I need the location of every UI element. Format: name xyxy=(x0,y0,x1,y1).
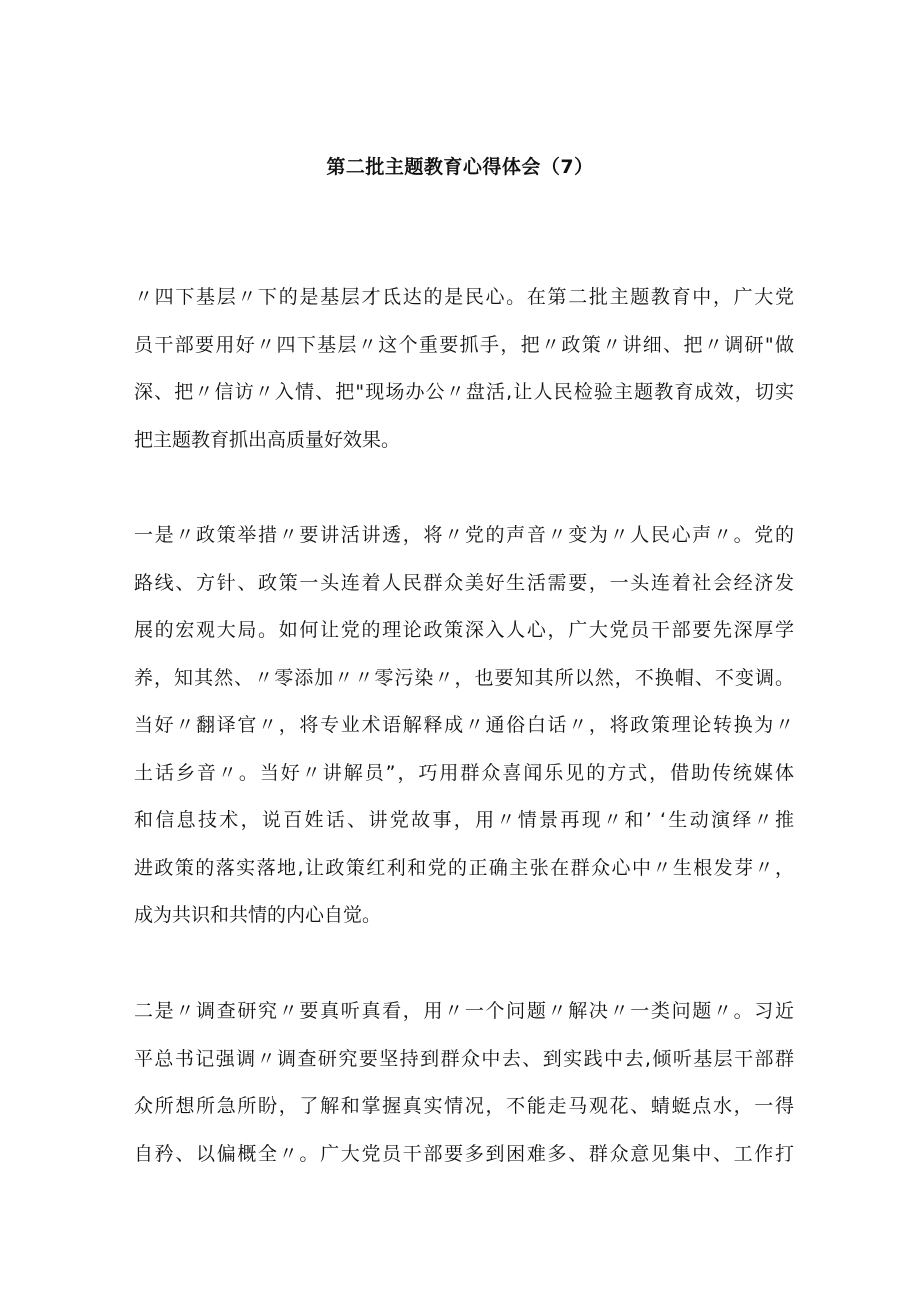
text-line: 〃四下基层〃下的是基层才氐达的是民心。在第二批主题教育中，广大党 xyxy=(134,286,794,308)
text-line: 员干部要用好〃四下基层〃这个重要抓手，把〃政策〃讲细、把〃调研"做 xyxy=(134,333,794,356)
document-title: 第二批主题教育心得体会（7） xyxy=(326,156,594,178)
text-line: 一是〃政策举措〃要讲活讲透，将〃党的声音〃变为〃人民心声〃。党的 xyxy=(134,524,794,546)
text-line: 深、把〃信访〃入情、把"现场办公〃盘活,让人民检验主题教育成效，切实 xyxy=(134,381,794,403)
text-line: 路线、方针、政策一头连着人民群众美好生活需要，一头连着社会经济发 xyxy=(134,571,794,594)
text-line: 展的宏观大局。如何让党的理论政策深入人心，广大党员干部要先深厚学 xyxy=(134,619,794,641)
text-line: 养，知其然、〃零添加〃〃零污染〃，也要知其所以然，不换帽、不变调。 xyxy=(134,666,794,689)
text-line: 自矜、以偏概全〃。广大党员干部要多到困难多、群众意见集中、工作打 xyxy=(134,1142,794,1165)
text-line: 进政策的落实落地,让政策红利和党的正确主张在群众心中〃生根发芽〃， xyxy=(134,856,794,879)
text-line: 众所想所急所盼，了解和掌握真实情况，不能走马观花、蜻蜓点水，一得 xyxy=(134,1095,794,1117)
paragraph-research xyxy=(134,988,794,1178)
paragraph-intro xyxy=(134,274,794,464)
text-line: 把主题教育抓出高质量好效果。 xyxy=(134,428,401,451)
text-line: 土话乡音〃。当好〃讲解员”，巧用群众喜闻乐见的方式，借助传统媒体 xyxy=(134,761,794,784)
text-line: 和信息技术，说百姓话、讲党故事，用〃情景再现〃和’ ‘生动演绎〃推 xyxy=(134,809,794,831)
text-line: 当好〃翻译官〃，将专业术语解释成〃通俗白话〃，将政策理论转换为〃 xyxy=(134,714,794,736)
paragraph-policy xyxy=(134,512,794,940)
text-line: 二是〃调查研究〃要真听真看，用〃一个问题〃解决〃一类问题〃。习近 xyxy=(134,1000,794,1022)
text-line: 平总书记强调〃调查研究要坚持到群众中去、到实践中去,倾听基层干部群 xyxy=(134,1047,794,1070)
text-line: 成为共识和共情的内心自觉。 xyxy=(134,904,382,926)
